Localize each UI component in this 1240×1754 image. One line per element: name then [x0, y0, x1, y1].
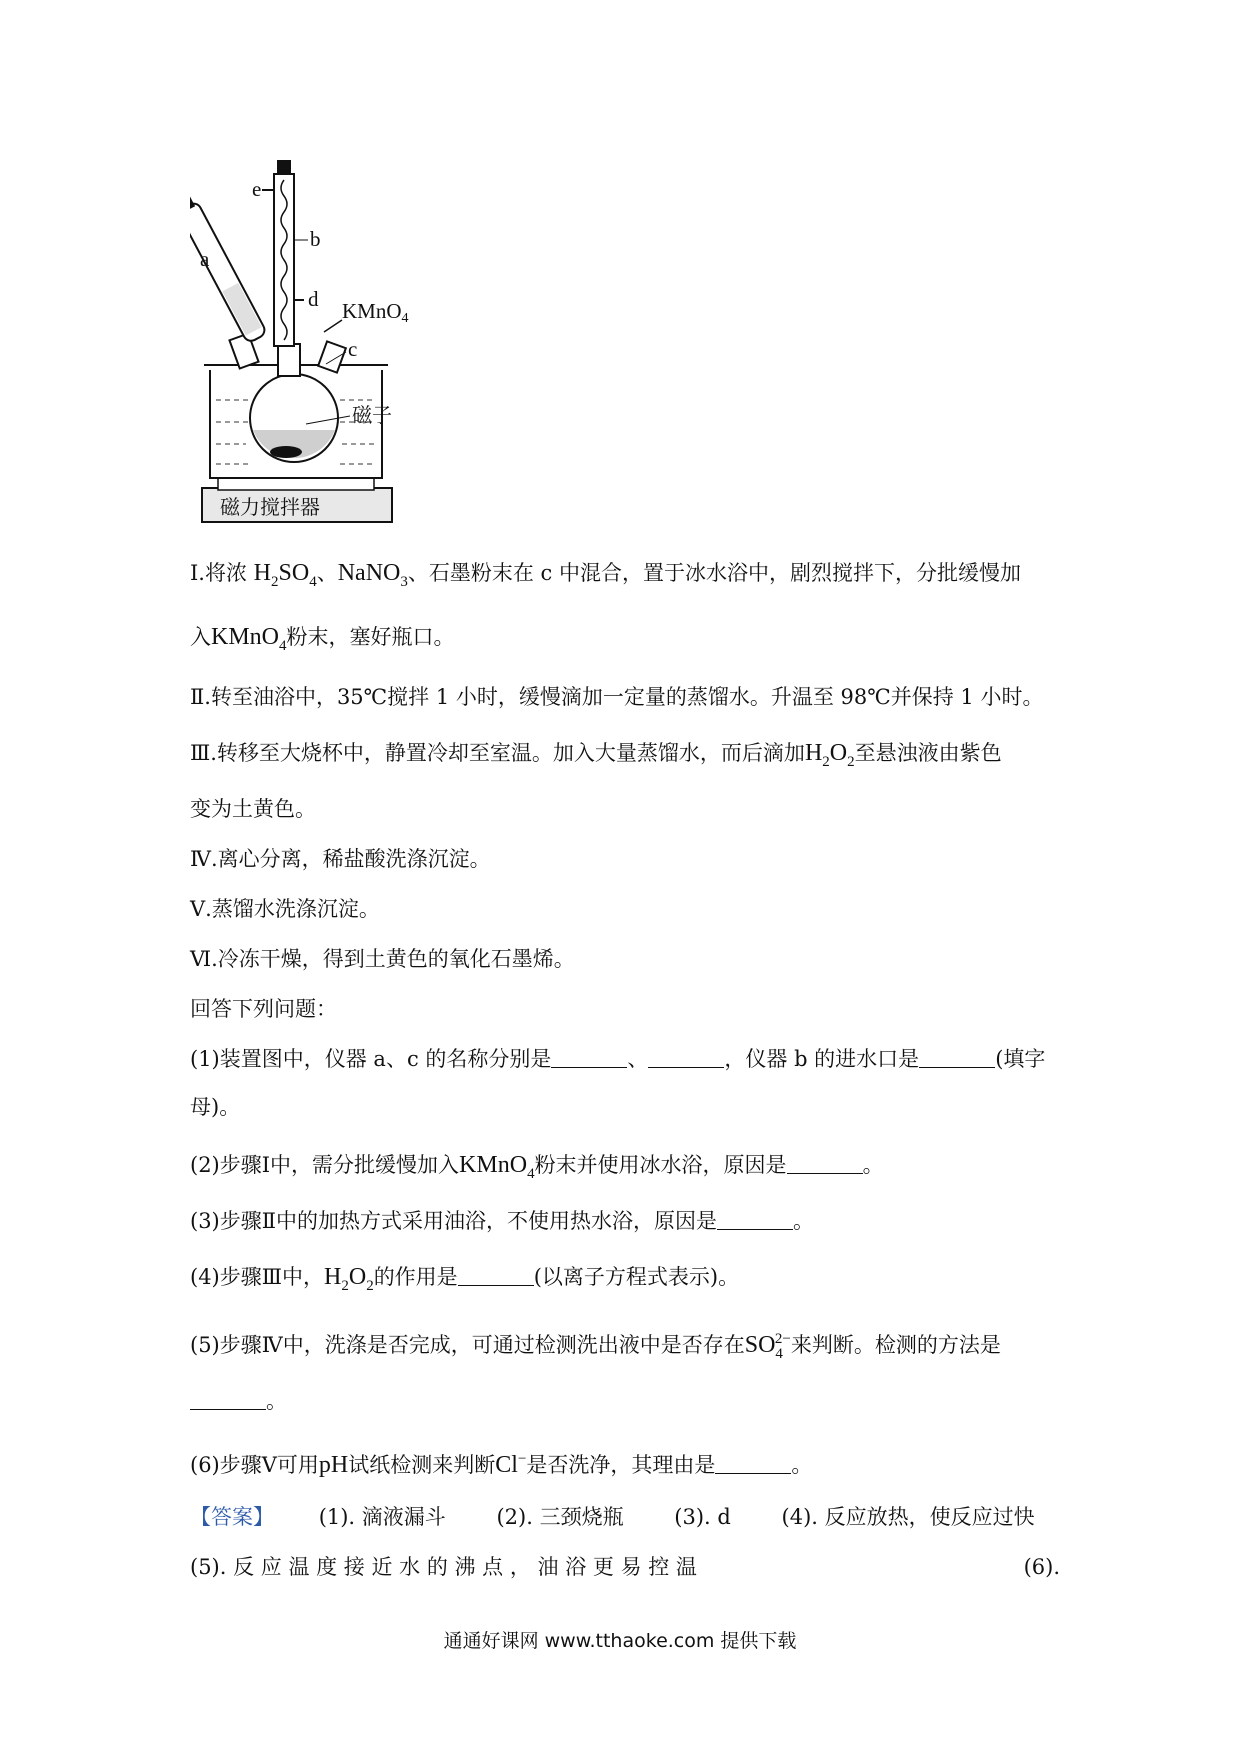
step-1-text-c: 、石墨粉末在 c 中混合，置于冰水浴中，剧烈搅拌下，分批缓慢加 [407, 561, 1021, 585]
step-3-text-a: Ⅲ.转移至大烧杯中，静置冷却至室温。加入大量蒸馏水，而后滴加 [190, 741, 805, 765]
formula-ph: pH [318, 1452, 349, 1478]
label-b: b [310, 227, 321, 251]
formula-kmno4: KMnO$_4$ [211, 624, 287, 654]
condenser-cap [277, 160, 291, 174]
step-1-line-1 [190, 558, 1060, 597]
step-3-line-1 [190, 738, 1060, 777]
label-c: c [348, 337, 358, 361]
stir-bar [270, 446, 302, 458]
answer-blank[interactable] [715, 1453, 791, 1474]
question-1-text-a: (1)装置图中，仪器 a、c 的名称分别是 [190, 1047, 552, 1071]
question-5-line-1: (5)步骤Ⅳ中，洗涤是否完成，可通过检测洗出液中是否存在$SO_4^{2-}$来判断。检测的方法是 [190, 1331, 1001, 1362]
answer-blank[interactable] [717, 1209, 793, 1230]
step-1-text-b: 、 [316, 561, 338, 585]
page-footer: 通通好课网 www.tthaoke.com 提供下载 [443, 1630, 797, 1652]
question-1-line-1: (1)装置图中，仪器 a、c 的名称分别是 、 ，仪器 b 的进水口是 (填字 [190, 1047, 1046, 1071]
answer-blank[interactable] [648, 1047, 724, 1068]
apparatus-figure [190, 160, 490, 530]
formula-cl: Cl− [495, 1451, 527, 1478]
answer-line-1 [190, 1502, 1060, 1532]
formula-h2so4: $H_2SO_4$ [253, 560, 317, 590]
answer-blank[interactable] [458, 1265, 534, 1286]
answer-tag: 【答案】 [190, 1505, 274, 1529]
step-1-text-e: 粉末，塞好瓶口。 [286, 625, 455, 649]
answer-5: (5). 反 应 温 度 接 近 水 的 沸 点 ， 油 浴 更 易 控 温 [190, 1555, 697, 1579]
formula-so4: $SO_4^{2-}$ [744, 1331, 791, 1362]
label-d: d [308, 287, 319, 311]
step-1-line-2 [190, 622, 1060, 661]
step-1-text-d: 入 [190, 625, 211, 649]
step-2: Ⅱ.转至油浴中，35℃搅拌 1 小时，缓慢滴加一定量的蒸馏水。升温至 98℃并保持 1 小时。 [190, 685, 1044, 709]
question-6: (6)步骤Ⅴ可用pH试纸检测来判断Cl−是否洗净，其理由是 。 [190, 1451, 813, 1478]
answer-1: (1). 滴液漏斗 [318, 1505, 446, 1529]
answer-line-2 [190, 1552, 1060, 1582]
label-a: a [200, 247, 210, 271]
label-stirrer: 磁力搅拌器 [220, 495, 320, 519]
answer-2: (2). 三颈烧瓶 [496, 1505, 624, 1529]
answer-3: (3). d [674, 1505, 731, 1529]
step-5: Ⅴ.蒸馏水洗涤沉淀。 [190, 897, 380, 921]
formula-h2o2: $H_2O_2$ [324, 1264, 374, 1294]
question-1-line-2: 母)。 [190, 1095, 241, 1119]
step-3-line-2: 变为土黄色。 [190, 797, 316, 821]
question-3: (3)步骤Ⅱ中的加热方式采用油浴，不使用热水浴，原因是 。 [190, 1209, 815, 1233]
stirrer-top [218, 478, 374, 490]
answer-blank[interactable] [551, 1047, 627, 1068]
formula-kmno4: KMnO$_4$ [459, 1152, 535, 1182]
answer-6: (6). [1023, 1555, 1060, 1579]
step-4: Ⅳ.离心分离，稀盐酸洗涤沉淀。 [190, 847, 491, 871]
step-1-text-a: Ⅰ.将浓 [190, 561, 247, 585]
answer-blank[interactable] [190, 1389, 266, 1410]
answer-blank[interactable] [787, 1153, 863, 1174]
formula-h2o2: $H_2O_2$ [804, 740, 855, 770]
label-stir-bar: 磁子 [352, 403, 392, 427]
answer-blank[interactable] [919, 1047, 995, 1068]
label-kmno4: KMnO4 [342, 299, 409, 326]
question-5-line-2: 。 [190, 1386, 1060, 1416]
answer-4: (4). 反应放热，使反应过快 [781, 1505, 1035, 1529]
step-6: Ⅵ.冷冻干燥，得到土黄色的氧化石墨烯。 [190, 947, 575, 971]
question-2: (2)步骤Ⅰ中，需分批缓慢加入KMnO$_4$粉末并使用冰水浴，原因是 。 [190, 1152, 884, 1182]
formula-nano3: NaNO$_3$ [337, 560, 408, 590]
questions-intro: 回答下列问题： [190, 997, 337, 1021]
step-3-text-b: 至悬浊液由紫色 [854, 741, 1002, 765]
apparatus-diagram [190, 160, 490, 530]
question-4: (4)步骤Ⅲ中，$H_2O_2$的作用是 (以离子方程式表示)。 [190, 1264, 740, 1294]
label-e: e [252, 177, 262, 201]
